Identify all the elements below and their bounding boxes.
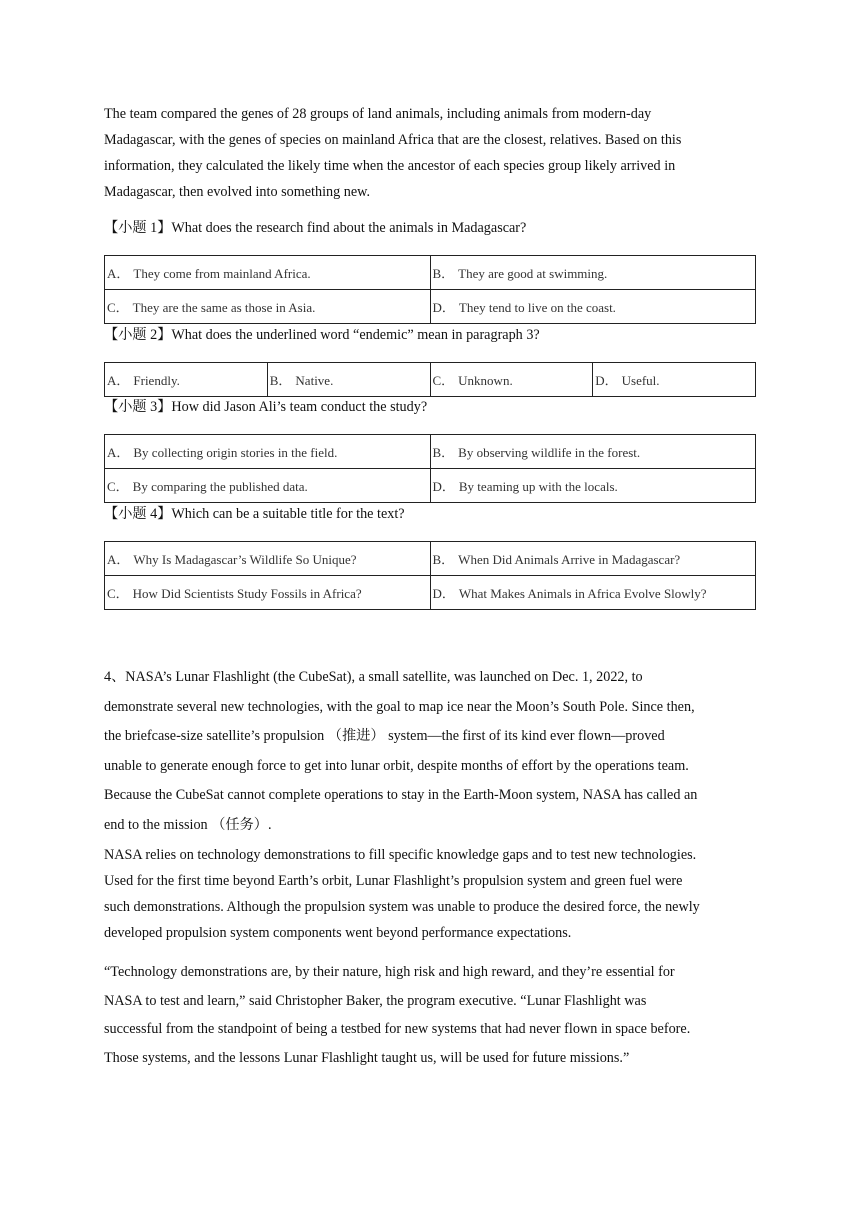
question-2-options	[104, 362, 756, 397]
option-d[interactable]: D． Useful.	[593, 363, 756, 397]
option-b[interactable]: B． They are good at swimming.	[430, 256, 756, 290]
option-d[interactable]: D． What Makes Animals in Africa Evolve Slowly?	[430, 576, 756, 610]
option-b[interactable]: B． Native.	[267, 363, 430, 397]
text-line: successful from the standpoint of being a testbed for new systems that had never flown in space before.	[104, 1021, 691, 1037]
passage-4-paragraph-1	[104, 663, 756, 840]
option-c[interactable]: C． They are the same as those in Asia.	[105, 290, 431, 324]
option-a[interactable]: A． By collecting origin stories in the field.	[105, 435, 431, 469]
text-line: “Technology demonstrations are, by their nature, high risk and high reward, and they’re essential for	[104, 964, 675, 980]
option-c[interactable]: C． How Did Scientists Study Fossils in Africa?	[105, 576, 431, 610]
text-line: unable to generate enough force to get into lunar orbit, despite months of effort by the operations team.	[104, 757, 689, 774]
option-a[interactable]: A． Why Is Madagascar’s Wildlife So Unique?	[105, 542, 431, 576]
text-line: Madagascar, then evolved into something new.	[104, 184, 371, 200]
question-1-options	[104, 255, 756, 324]
text-line: 4、NASA’s Lunar Flashlight (the CubeSat), a small satellite, was launched on Dec. 1, 2022, to	[104, 669, 643, 685]
text-line: Used for the first time beyond Earth’s orbit, Lunar Flashlight’s propulsion system and green fuel were	[104, 873, 683, 889]
text-line: The team compared the genes of 28 groups of land animals, including animals from modern-day	[104, 106, 652, 122]
question-4-options	[104, 541, 756, 610]
passage-4-paragraph-2	[104, 842, 756, 946]
question-3-options	[104, 434, 756, 503]
option-c[interactable]: C． By comparing the published data.	[105, 469, 431, 503]
text-line: developed propulsion system components went beyond performance expectations.	[104, 925, 572, 941]
text-line: end to the mission （任务）.	[104, 816, 272, 833]
intro-paragraph	[104, 101, 756, 205]
question-2-label: 【小题 2】What does the underlined word “endemic” mean in paragraph 3?	[104, 327, 540, 343]
text-line: Those systems, and the lessons Lunar Flashlight taught us, will be used for future missions.”	[104, 1049, 630, 1066]
passage-4-paragraph-3	[104, 958, 756, 1072]
text-line: NASA to test and learn,” said Christopher Baker, the program executive. “Lunar Flashlight was	[104, 992, 647, 1009]
question-1-label: 【小题 1】What does the research find about the animals in Madagascar?	[104, 220, 527, 236]
option-c[interactable]: C． Unknown.	[430, 363, 593, 397]
question-4-label: 【小题 4】Which can be a suitable title for the text?	[104, 506, 405, 522]
option-d[interactable]: D． They tend to live on the coast.	[430, 290, 756, 324]
question-3-label: 【小题 3】How did Jason Ali’s team conduct the study?	[104, 399, 428, 415]
option-a[interactable]: A． Friendly.	[105, 363, 268, 397]
option-d[interactable]: D． By teaming up with the locals.	[430, 469, 756, 503]
text-line: NASA relies on technology demonstrations to fill specific knowledge gaps and to test new technologies.	[104, 847, 697, 863]
text-line: information, they calculated the likely time when the ancestor of each species group likely arrived in	[104, 158, 676, 174]
text-line: Because the CubeSat cannot complete operations to stay in the Earth-Moon system, NASA has called an	[104, 787, 698, 803]
text-line: Madagascar, with the genes of species on mainland Africa that are the closest, relatives. Based on this	[104, 132, 682, 148]
option-b[interactable]: B． When Did Animals Arrive in Madagascar?	[430, 542, 756, 576]
option-b[interactable]: B． By observing wildlife in the forest.	[430, 435, 756, 469]
text-line: demonstrate several new technologies, with the goal to map ice near the Moon’s South Pole. Since then,	[104, 698, 695, 715]
text-line: such demonstrations. Although the propulsion system was unable to produce the desired force, the newly	[104, 899, 700, 915]
text-line: the briefcase-size satellite’s propulsion （推进） system—the first of its kind ever flown—proved	[104, 728, 665, 744]
option-a[interactable]: A． They come from mainland Africa.	[105, 256, 431, 290]
